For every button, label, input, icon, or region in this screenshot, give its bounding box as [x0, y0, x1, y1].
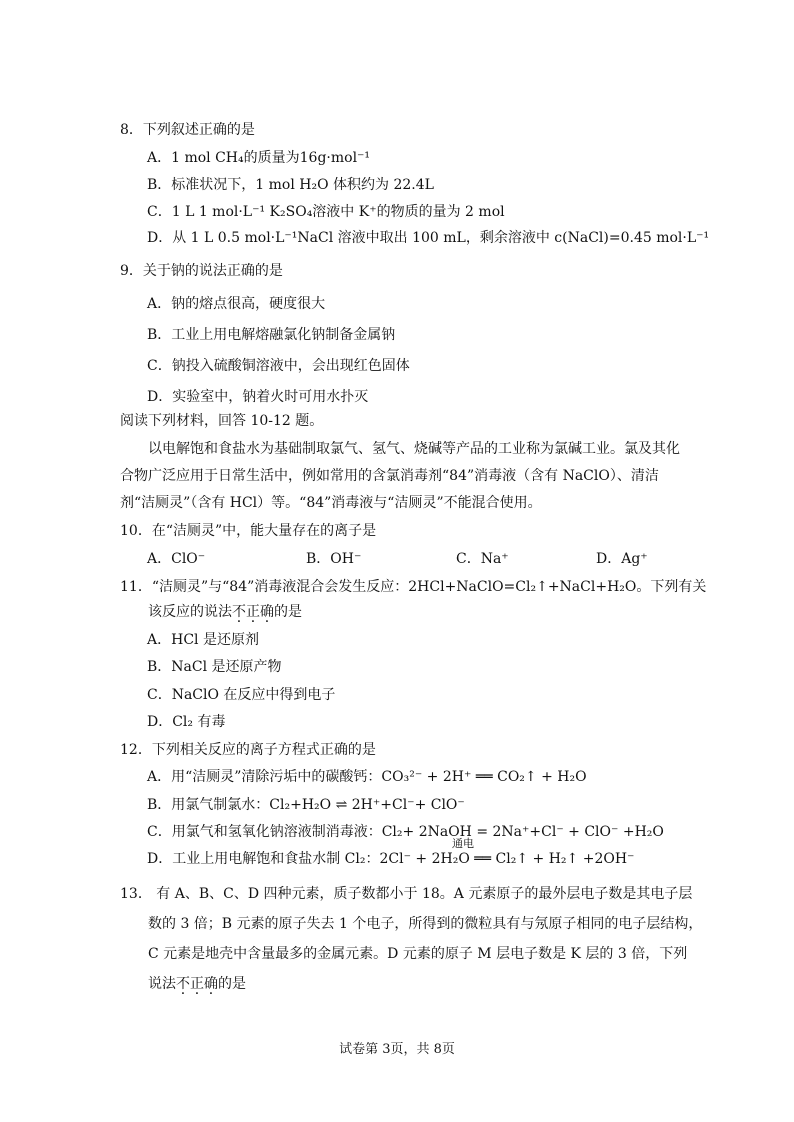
reading-line-3: 剂“洁厕灵”（含有 HCl）等。“84”消毒液与“洁厕灵”不能混合使用。 — [120, 495, 542, 511]
q8-stem: 8．下列叙述正确的是 — [120, 122, 255, 138]
reading-line-1: 以电解饱和食盐水为基础制取氯气、氢气、烧碱等产品的工业称为氯碱工业。氯及其化 — [148, 441, 680, 457]
q10-option-c: C．Na⁺ — [456, 551, 509, 567]
q9-option-b: B．工业上用电解熔融氯化钠制备金属钠 — [147, 327, 396, 343]
emphasis-char: 不 — [176, 976, 190, 992]
q12-option-b: B．用氯气制氯水：Cl₂+H₂O ⇌ 2H⁺+Cl⁻+ ClO⁻ — [147, 797, 465, 813]
emphasis-char: 不 — [232, 604, 246, 620]
q13-line-1: 13． 有 A、B、C、D 四种元素，质子数都小于 18。A 元素原子的最外层电子数是其电子层 — [120, 886, 693, 902]
q10-option-d: D．Ag⁺ — [596, 551, 648, 567]
q12-condition-label: 通电 — [452, 837, 474, 850]
reading-line-2: 合物广泛应用于日常生活中，例如常用的含氯消毒剂“84”消毒液（含有 NaClO）、清洁 — [120, 468, 659, 484]
q9-option-c: C．钠投入硫酸铜溶液中，会出现红色固体 — [147, 358, 410, 374]
q10-option-a: A．ClO⁻ — [147, 551, 206, 567]
emphasis-char: 正 — [190, 976, 204, 992]
q11-stem-line-1: 11．“洁厕灵”与“84”消毒液混合会发生反应：2HCl+NaClO=Cl₂↑+NaCl+H₂O。下列有关 — [120, 579, 707, 595]
q12-option-d: D．工业上用电解饱和食盐水制 Cl₂：2Cl⁻ + 2H₂O ══ Cl₂↑ + H₂↑ +2OH⁻ — [147, 851, 635, 867]
q11-stem-post: 的是 — [274, 604, 302, 620]
q9-option-a: A．钠的熔点很高，硬度很大 — [147, 296, 326, 312]
q10-stem: 10．在“洁厕灵”中，能大量存在的离子是 — [120, 523, 377, 539]
q13-last-post: 的是 — [218, 976, 246, 992]
emphasis-char: 确 — [260, 604, 274, 620]
q8-option-d: D．从 1 L 0.5 mol·L⁻¹NaCl 溶液中取出 100 mL，剩余溶液中 c(NaCl)=0.45 mol·L⁻¹ — [147, 230, 710, 246]
q12-option-a: A．用“洁厕灵”清除污垢中的碳酸钙：CO₃²⁻ + 2H⁺ ══ CO₂↑ + H₂O — [147, 769, 587, 785]
q9-stem: 9．关于钠的说法正确的是 — [120, 263, 283, 279]
q11-option-b: B．NaCl 是还原产物 — [147, 659, 282, 675]
q8-option-c: C．1 L 1 mol·L⁻¹ K₂SO₄溶液中 K⁺的物质的量为 2 mol — [147, 204, 505, 220]
q11-option-a: A．HCl 是还原剂 — [147, 632, 259, 648]
q9-option-d: D．实验室中，钠着火时可用水扑灭 — [147, 389, 369, 405]
q11-stem-line-2 — [148, 603, 302, 621]
q10-option-b: B．OH⁻ — [306, 551, 362, 567]
reading-intro: 阅读下列材料，回答 10-12 题。 — [120, 413, 324, 429]
q11-option-d: D．Cl₂ 有毒 — [147, 714, 226, 730]
q11-option-c: C．NaClO 在反应中得到电子 — [147, 687, 336, 703]
q13-line-4 — [148, 975, 246, 993]
q12-stem: 12．下列相关反应的离子方程式正确的是 — [120, 742, 376, 758]
q11-stem-pre: 该反应的说法 — [148, 604, 232, 620]
q8-option-b: B．标准状况下，1 mol H₂O 体积约为 22.4L — [147, 177, 434, 193]
q13-last-pre: 说法 — [148, 976, 176, 992]
q13-line-3: C 元素是地壳中含量最多的金属元素。D 元素的原子 M 层电子数是 K 层的 3 倍，下列 — [148, 946, 688, 962]
q13-line-2: 数的 3 倍；B 元素的原子失去 1 个电子，所得到的微粒具有与氖原子相同的电子层结构， — [148, 916, 703, 932]
page-footer: 试卷第 3页，共 8页 — [339, 1042, 455, 1057]
emphasis-char: 正 — [246, 604, 260, 620]
q8-option-a: A．1 mol CH₄的质量为16g·mol⁻¹ — [147, 150, 371, 166]
q12-option-c: C．用氯气和氢氧化钠溶液制消毒液：Cl₂+ 2NaOH = 2Na⁺+Cl⁻ + ClO⁻ +H₂O — [147, 824, 664, 840]
emphasis-char: 确 — [204, 976, 218, 992]
